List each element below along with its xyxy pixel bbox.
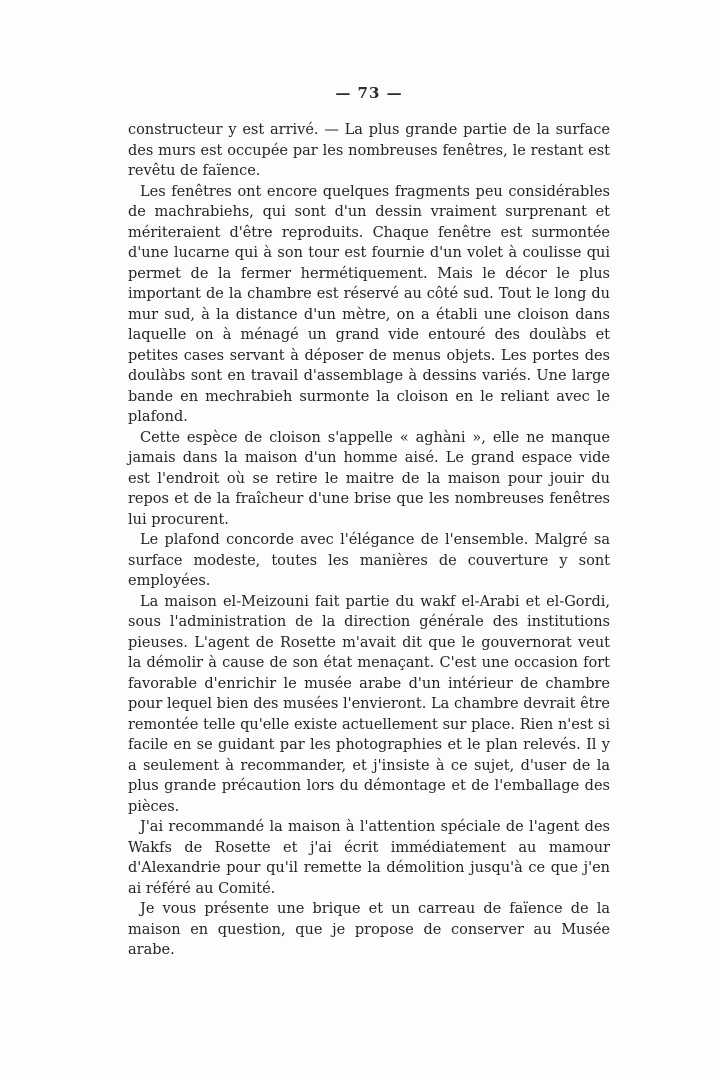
paragraph-continuation: constructeur y est arrivé. — La plus grande partie de la surface des murs est occupée par les nombreuses fenêtres, le restant est revêtu de faïence. [128,122,610,179]
text-block [128,120,610,961]
paragraph: Cette espèce de cloison s'appelle « aghàni », elle ne manque jamais dans la maison d'un homme aisé. Le grand espace vide est l'endroit où se retire le maitre de la maison pour jouir du repos et de la fraîcheur d'une brise que les nombreuses fenêtres lui procurent. [128,429,610,528]
paragraph: Je vous présente une brique et un carreau de faïence de la maison en question, que je propose de conserver au Musée arabe. [128,901,610,958]
paragraph: Les fenêtres ont encore quelques fragments peu considérables de machrabiehs, qui sont d'un dessin vraiment surprenant et mériteraient d'être reproduits. Chaque fenêtre est surmontée d'une lucarne qui à son tour est fournie d'un volet à coulisse qui permet de la fermer hermétiquement. Mais le décor le plus important de la chambre est réservé au côté sud. Tout le long du mur sud, à la distance d'un mètre, on a établi une cloison dans laquelle on à ménagé un grand vide entouré des doulàbs et petites cases servant à déposer de menus objets. Les portes des doulàbs sont en travail d'assemblage à dessins variés. Une large bande en mechrabieh surmonte la cloison en le reliant avec le plafond. [128,183,610,425]
paragraph: La maison el-Meizouni fait partie du wakf el-Arabi et el-Gordi, sous l'administration de la direction générale des institutions pieuses. L'agent de Rosette m'avait dit que le gouvernorat veut la démolir à cause de son état menaçant. C'est une occasion fort favorable d'enrichir le musée arabe d'un intérieur de chambre pour lequel bien des musées l'envieront. La chambre devrait être remontée telle qu'elle existe actuellement sur place. Rien n'est si facile en se guidant par les photographies et le plan relevés. Il y a seulement à recommander, et j'insiste à ce sujet, d'user de la plus grande précaution lors du démontage et de l'emballage des pièces. [128,593,610,815]
page-number: — 73 — [335,84,403,102]
paragraph: J'ai recommandé la maison à l'attention spéciale de l'agent des Wakfs de Rosette et j'ai écrit immédiatement au mamour d'Alexandrie pour qu'il remette la démolition jusqu'à ce que j'en ai référé au Comité. [128,819,610,897]
paragraph: Le plafond concorde avec l'élégance de l'ensemble. Malgré sa surface modeste, toutes les manières de couverture y sont employées. [128,532,610,589]
